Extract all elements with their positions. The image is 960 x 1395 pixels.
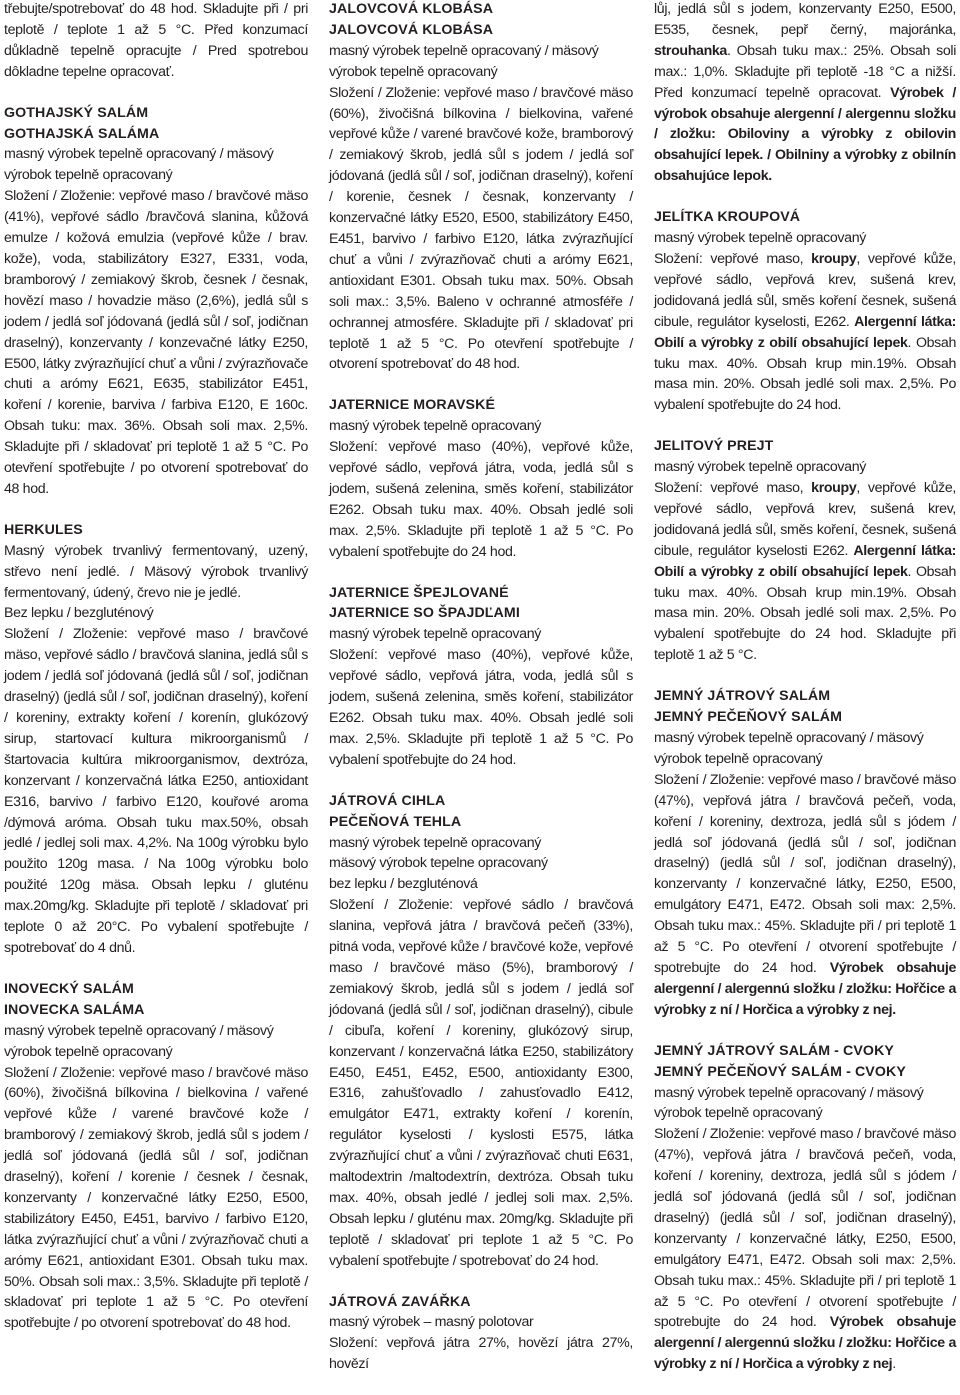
continued-text bbox=[654, 0, 956, 187]
product-title: JELÍTKA KROUPOVÁ bbox=[654, 209, 801, 226]
composition-end: . Obsah tuku max. 40%. Obsah krup min.19%. Obsah masa min. 20%. Obsah jedlé soli max. 2,5%. Po vybalení spotřebujte do 24 hod. bbox=[654, 334, 956, 414]
entry-jemny-jatrovy-salam bbox=[654, 686, 956, 1021]
composition-mid: , vepřové kůže, vepřové sádlo, vepřová krev, sušená krev, jodidovaná jedlá sůl, směs koření, česnek, sušená cibule, regulátor kyselosti E262. bbox=[654, 480, 956, 559]
product-title-sk: GOTHAJSKÁ SALÁMA bbox=[4, 125, 160, 142]
entry-continued bbox=[4, 0, 308, 83]
continued-text-start: lůj, jedlá sůl s jodem, konzervanty E250, E500, E535, česnek, pepř černý, majoránka, bbox=[654, 1, 956, 38]
entry-jemny-jatrovy-salam-cvoky bbox=[654, 1041, 956, 1376]
column-middle bbox=[329, 0, 633, 1395]
product-composition: Složení: vepřová játra 27%, hovězí játra 27%, hovězí bbox=[329, 1335, 633, 1373]
gluten-free-note: Bez lepku / bezgluténový bbox=[4, 605, 154, 622]
allergen-statement: Alergenní látka: Obilí a výrobky z obilí obsahující lepek bbox=[654, 542, 956, 580]
product-type: Masný výrobek trvanlivý fermentovaný, uzený, střevo není jedlé. / Mäsový výrobok trvanlivý fermentovaný, údený, črevo nie je jedlé. bbox=[4, 542, 308, 601]
product-title: GOTHAJSKÝ SALÁM bbox=[4, 104, 149, 121]
entry-jelitka-kroupova bbox=[654, 207, 956, 416]
column-left bbox=[4, 0, 308, 1354]
product-composition: Složení / Zloženie: vepřové maso / bravčové mäso (41%), vepřové sádlo /bravčová slanina, kůžová emulze / kožová emulzia (vepřové kůže / brav. kože), voda, stabilizátory E327, E331, voda, bramborový / zemiakový škrob, česnek / česnak, hovězí maso / hovadzie mäso (2,6%), jedlá sůl s jodem / jedlá soľ jódovaná (jedlá sůl / soľ, jodičnan draselný), konzervanty / konzevačné látky E250, E500, látky zvýrazňující chuť a vůni / zvýrazňovače chuti a arómy E621, E635, stabilizátor E451, koření / korenie, barviva / farbiva E120, E 160c. Obsah tuku: max. 36%. Obsah soli max. 2,5%. Skladujte při / skladovať pri teplotě 1 až 5 °C. Po otevření spotřebujte / po otvorení spotrebovať do 48 hod. bbox=[4, 188, 308, 497]
product-type: masný výrobek – masný polotovar bbox=[329, 1314, 534, 1331]
product-title-sk: JALOVCOVÁ KLOBÁSA bbox=[329, 21, 494, 38]
entry-jaternice-spejlovane bbox=[329, 583, 633, 771]
product-composition: Složení / Zloženie: vepřové sádlo / bravčová slanina, vepřová játra / bravčová pečeň (33%), pitná voda, vepřové kůže / bravčové kože, vepřové maso / bravčové mäso (5%), bramborový / zemiakový škrob, jedlá sůl s jodem / jedlá soľ jódovaná (jedlá sůl / soľ, jodičnan draselný), cibule / cibuľa, koření / koreniny, glukózový sirup, konzervant / konzervačná látka E250, stabilizátory E450, E451, E452, E500, antioxidanty E300, E316, zahušťovadlo / zahusťovadlo E412, emulgátor E471, extrakty koření / korenín, regulátor kyselosti / kyslosti E575, látka zvýrazňující chuť a vůni / zvýrazňovač chuti E631, maltodextrin /maltodextrín, dextróza. Obsah tuku max. 40%, obsah jedlé / jedlej soli max. 2,5%. Obsah lepku / gluténu max. 20mg/kg. Skladujte při teplotě / skladovať pri teplote 1 až 5 °C. Po vybalení spotřebujte / spotrebovať do 24 hod. bbox=[329, 897, 633, 1269]
product-composition: Složení: vepřové maso (40%), vepřové kůže, vepřové sádlo, vepřová játra, voda, jedlá sůl s jodem, sušená zelenina, směs koření, stabilizátor E262. Obsah tuku max. 40%. Obsah jedlé soli max. 2,5%. Skladujte při teplotě 1 až 5 °C. Po vybalení spotřebujte do 24 hod. bbox=[329, 439, 633, 560]
product-composition bbox=[654, 770, 956, 1021]
product-type: masný výrobek tepelně opracovaný / mäsový výrobok tepelně opracovaný bbox=[654, 1084, 924, 1122]
product-title: INOVECKÝ SALÁM bbox=[4, 980, 134, 997]
product-composition bbox=[654, 249, 956, 416]
entry-jatrova-cihla bbox=[329, 791, 633, 1272]
allergen-statement: Výrobek obsahuje alergenní / alergennú složku / zložku: Hořčice a výrobky z ní / Horčica a výrobky z nej. bbox=[654, 959, 957, 1018]
product-title-sk: JEMNÝ PEČEŇOVÝ SALÁM - CVOKY bbox=[654, 1063, 906, 1080]
continued-text: třebujte/spotrebovať do 48 hod. Skladujte při / pri teplotě / teplote 1 až 5 °C. Před konzumací důkladně tepelně opracujte / Pred spotrebou dôkladne tepelne opracovať. bbox=[4, 1, 308, 80]
product-type: masný výrobek tepelně opracovaný bbox=[329, 626, 541, 643]
product-type: masný výrobek tepelně opracovaný / mäsový výrobok tepelně opracovaný bbox=[4, 1022, 274, 1060]
product-composition: Složení: vepřové maso (40%), vepřové kůže, vepřové sádlo, vepřová játra, voda, jedlá sůl s jodem, sušená zelenina, směs koření, stabilizátor E262. Obsah tuku max. 40%. Obsah jedlé soli max. 2,5%. Skladujte při teplotě 1 až 5 °C. Po vybalení spotřebujte do 24 hod. bbox=[329, 647, 633, 768]
product-type: masný výrobek tepelně opracovaný / mäsový výrobok tepelně opracovaný bbox=[4, 146, 274, 184]
gluten-free-note: bez lepku / bezgluténová bbox=[329, 876, 478, 893]
entry-herkules bbox=[4, 520, 308, 959]
product-composition: Složení / Zloženie: vepřové maso / bravčové mäso, vepřové sádlo / bravčová slanina, jedlá sůl s jodem / jedlá soľ jódovaná (jedlá sůl / soľ, jodičnan draselný) (jedlá sůl / soľ, jodičnan draselný), koření / koreniny, extrakty koření / korenín, glukózový sirup, startovací kultura mikroorganismů / štartovacia kultúra mikroorganismov, dextróza, konzervant / konzervačná látka E250, antioxidant E316, barvivo / farbivo E120, kouřové aroma /dýmová aróma. Obsah tuku max.50%, obsah jedlé / jedlej soli max. 4,2%. Na 100g výrobku bylo použito 120g masa. / Na 100g výrobku bolo použité 120g mäsa. Obsah lepku / gluténu max.20mg/kg. Skladujte při teplotě / skladovať pri teplote 0 až 20°C. Po vybalení spotřebujte / spotrebovať do 4 dnů. bbox=[4, 626, 308, 956]
entry-jalovcova-klobasa bbox=[329, 0, 633, 375]
continued-text-mid: . Obsah tuku max.: 25%. Obsah soli max.: 1,0%. Skladujte při teplotě -18 °C a nižší. Před konzumací tepelně opracovat. bbox=[654, 42, 956, 101]
product-type: masný výrobek tepelně opracovaný / mäsový výrobok tepelně opracovaný bbox=[654, 730, 924, 767]
allergen-highlight: kroupy bbox=[811, 480, 857, 497]
entry-gothajsky-salam bbox=[4, 103, 308, 500]
product-title-sk: JATERNICE SO ŠPAJDĽAMI bbox=[329, 605, 520, 622]
product-title: JATERNICE ŠPEJLOVANÉ bbox=[329, 584, 509, 601]
product-type: masný výrobek tepelně opracovaný bbox=[329, 834, 541, 851]
composition-start: Složení: vepřové maso, bbox=[654, 250, 812, 267]
allergen-highlight: strouhanka bbox=[654, 42, 727, 59]
composition-start: Složení: vepřové maso, bbox=[654, 480, 812, 497]
composition-text: Složení / Zloženie: vepřové maso / bravčové mäso (47%), vepřová játra / bravčová pečeň, voda, koření / koreniny, dextroza, jedlá sůl s jódem / jedlá soľ jódovaná (jedlá sůl / soľ, jodičnan draselný) (jedlá sůl / soľ, jodičnan draselný), konzervanty / konzervačné látky, E250, E500, emulgátory E471, E472. Obsah soli max: 2,5%. Obsah tuku max.: 45%. Skladujte při / pri teplotě 1 až 5 °C. Po otevření / otvorení spotřebujte / spotrebujte do 24 hod. bbox=[654, 1126, 956, 1331]
product-title: JELITOVÝ PREJT bbox=[654, 438, 774, 455]
product-type: masný výrobek tepelně opracovaný bbox=[654, 230, 866, 247]
allergen-statement: Výrobek obsahuje alergenní / alergennú složku / zložku: Hořčice a výrobky z ní / Horčica a výrobky z nej bbox=[654, 1314, 957, 1373]
product-title-sk: JEMNÝ PEČEŇOVÝ SALÁM bbox=[654, 709, 843, 726]
product-composition bbox=[654, 478, 956, 666]
product-title-sk: INOVECKA SALÁMA bbox=[4, 1001, 145, 1018]
allergen-highlight: kroupy bbox=[811, 250, 857, 267]
product-type: masný výrobek tepelně opracovaný bbox=[654, 459, 866, 476]
product-title: JEMNÝ JÁTROVÝ SALÁM - CVOKY bbox=[654, 1042, 894, 1059]
composition-end: . bbox=[892, 1356, 896, 1373]
column-right bbox=[654, 0, 956, 1395]
product-title: HERKULES bbox=[4, 521, 83, 538]
entry-jatrova-zavarka bbox=[329, 1292, 633, 1376]
product-type: masný výrobek tepelně opracovaný bbox=[329, 418, 541, 435]
product-type: masný výrobek tepelně opracovaný / mäsový výrobok tepelně opracovaný bbox=[329, 42, 599, 80]
allergen-statement: Alergenní látka: Obilí a výrobky z obilí obsahující lepek bbox=[654, 313, 956, 351]
product-title: JALOVCOVÁ KLOBÁSA bbox=[329, 1, 494, 17]
entry-inovecky-salam bbox=[4, 979, 308, 1334]
product-composition bbox=[654, 1124, 956, 1375]
composition-end: . Obsah tuku max. 40%. Obsah krup min.19%. Obsah masa min. 20%. Obsah jedlé soli max. 2,5%. Po vybalení spotřebujte do 24 hod. Skladujte při teplotě 1 až 5 °C. bbox=[654, 563, 956, 664]
entry-jelitovy-prejt bbox=[654, 436, 956, 666]
product-title: JATERNICE MORAVSKÉ bbox=[329, 397, 496, 414]
entry-jaternice-moravske bbox=[329, 395, 633, 562]
composition-mid: , vepřové kůže, vepřové sádlo, vepřová krev, sušená krev, jodidovaná jedlá sůl, směs koření česnek, sušená cibule, regulátor kyselosti, E262. bbox=[654, 250, 956, 330]
product-composition: Složení / Zloženie: vepřové maso / bravčové mäso (60%), živočišná bílkovina / bielkovina / vařené vepřové kůže / varené bravčové kože / bramborový / zemiakový škrob, jedlá sůl s jodem / jedlá soľ jódovaná (jedlá sůl / soľ, jodičnan draselný), koření / korenie / česnek / česnak, konzervanty / konzervačné látky E250, E500, stabilizátory E450, E451, barvivo / farbivo E120, látka zvýrazňující chuť a vůni / zvýrazňovač chuti a arómy E621, antioxidant E301. Obsah tuku max. 50%. Obsah soli max.: 3,5%. Skladujte při teplotě / skladovať pri teplote 1 až 5 °C. Po otevření spotřebujte / po otvorení spotrebovať do 48 hod. bbox=[4, 1064, 308, 1332]
product-composition: Složení / Zloženie: vepřové maso / bravčové mäso (60%), živočišná bílkovina / bielkovina, vařené vepřové kůže / varené bravčové kože, bramborový / zemiakový škrob, jedlá sůl s jodem / jedlá soľ jódovaná (jedlá sůl / soľ, jodičnan draselný), koření / korenie, česnek / česnak, konzervanty / konzervačné látky E520, E500, stabilizátory E450, E451, barvivo / farbivo E120, látka zvýrazňující chuť a vůni / zvýrazňovač chuti a arómy E621, antioxidant E301. Obsah tuku max. 50%. Obsah soli max.: 3,5%. Baleno v ochranné atmosféře / ochrannej atmosfére. Skladujte při / skladovať pri teplotě 1 až 5 °C. Po otevření spotřebujte / otvorení spotrebovať do 48 hod. bbox=[329, 84, 633, 373]
product-type-sk: mäsový výrobok tepelne opracovaný bbox=[329, 855, 548, 872]
allergen-statement: Výrobek / výrobok obsahuje alergenní / alergennu složku / zložku: Obiloviny a výrobky z obilovin obsahující lepek. / Obilniny a výrobky z obilnín obsahujúce lepok. bbox=[654, 84, 956, 185]
product-title: JÁTROVÁ CIHLA bbox=[329, 792, 446, 809]
entry-continued bbox=[654, 0, 956, 187]
product-title-sk: PEČEŇOVÁ TEHLA bbox=[329, 813, 462, 830]
product-title: JÁTROVÁ ZAVÁŘKA bbox=[329, 1293, 471, 1310]
composition-text: Složení / Zloženie: vepřové maso / bravčové mäso (47%), vepřová játra / bravčová pečeň, voda, koření / koreniny, dextroza, jedlá sůl s jódem / jedlá soľ jódovaná (jedlá sůl / soľ, jodičnan draselný) (jedlá sůl / soľ, jodičnan draselný), konzervanty / konzervačné látky, E250, E500, emulgátory E471, E472. Obsah soli max: 2,5%. Obsah tuku max.: 45%. Skladujte při / pri teplotě 1 až 5 °C. Po otevření / otvorení spotřebujte / spotrebujte do 24 hod. bbox=[654, 771, 956, 976]
product-title: JEMNÝ JÁTROVÝ SALÁM bbox=[654, 688, 831, 705]
